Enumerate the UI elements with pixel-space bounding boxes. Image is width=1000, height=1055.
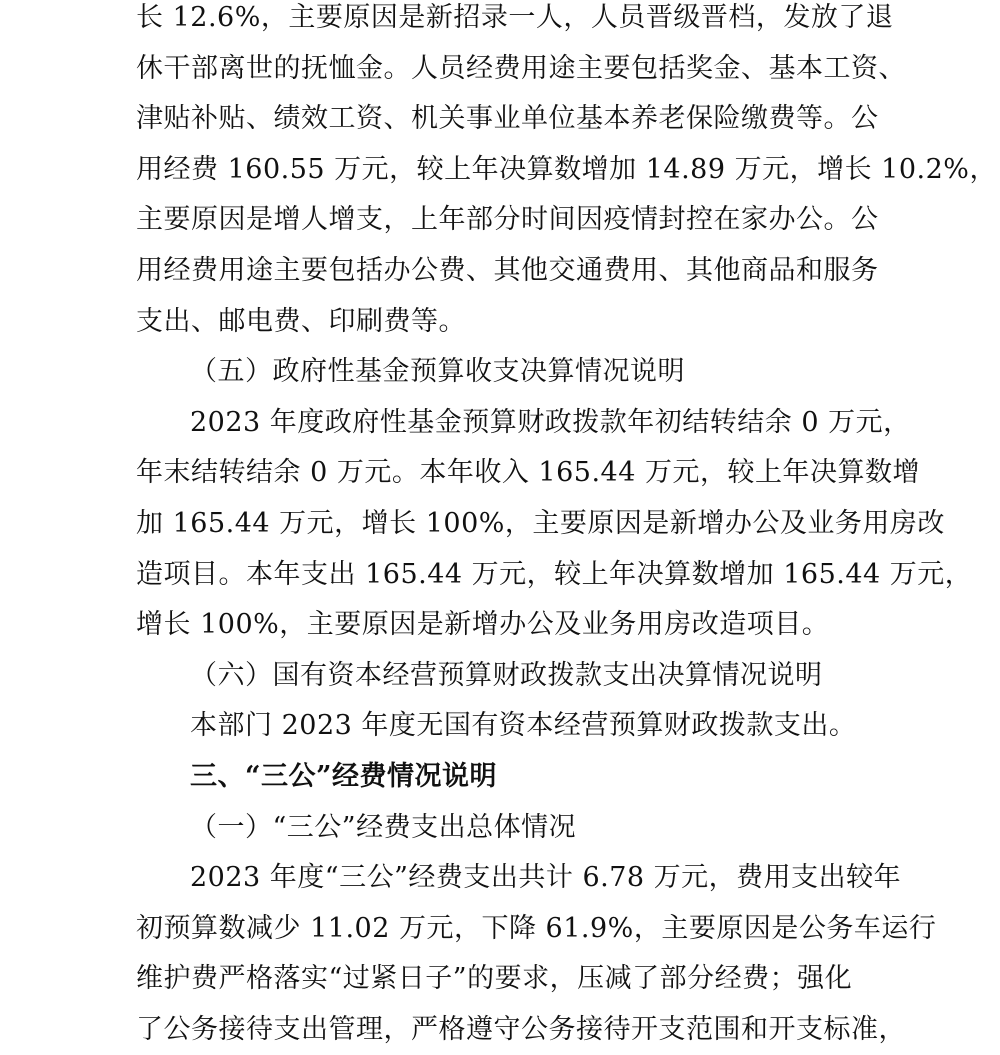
section-heading-government-fund: （五）政府性基金预算收支决算情况说明: [190, 356, 685, 388]
paragraph-line: 初预算数减少 11.02 万元，下降 61.9%，主要原因是公务车运行: [136, 912, 937, 944]
paragraph-line: 加 165.44 万元，增长 100%，主要原因是新增办公及业务用房改: [136, 507, 945, 539]
paragraph-line: 用经费 160.55 万元，较上年决算数增加 14.89 万元，增长 10.2%，: [136, 153, 997, 185]
paragraph-line: 用经费用途主要包括办公费、其他交通费用、其他商品和服务: [136, 254, 879, 286]
paragraph-line: 长 12.6%，主要原因是新招录一人，人员晋级晋档，发放了退: [136, 2, 894, 33]
paragraph-line: 2023 年度“三公”经费支出共计 6.78 万元，费用支出较年: [190, 862, 902, 894]
paragraph-line: 2023 年度政府性基金预算财政拨款年初结转结余 0 万元，: [190, 406, 911, 438]
paragraph-line: 支出、邮电费、印刷费等。: [136, 305, 466, 337]
paragraph-line: 年末结转结余 0 万元。本年收入 165.44 万元，较上年决算数增: [136, 457, 920, 489]
paragraph-line: 本部门 2023 年度无国有资本经营预算财政拨款支出。: [190, 710, 857, 742]
paragraph-line: 维护费严格落实“过紧日子”的要求，压减了部分经费；强化: [136, 963, 853, 995]
section-heading-three-public-overview: （一）“三公”经费支出总体情况: [190, 811, 577, 843]
section-heading-state-capital: （六）国有资本经营预算财政拨款支出决算情况说明: [190, 659, 823, 691]
document-body: [136, 0, 997, 1055]
paragraph-line: 了公务接待支出管理，严格遵守公务接待开支范围和开支标准，: [136, 1013, 906, 1045]
paragraph-line: 津贴补贴、绩效工资、机关事业单位基本养老保险缴费等。公: [136, 103, 879, 135]
paragraph-line: 主要原因是增人增支，上年部分时间因疫情封控在家办公。公: [136, 204, 879, 236]
paragraph-line: 造项目。本年支出 165.44 万元，较上年决算数增加 165.44 万元，: [136, 558, 973, 590]
paragraph-line: 休干部离世的抚恤金。人员经费用途主要包括奖金、基本工资、: [136, 52, 906, 84]
section-heading-three-public: 三、“三公”经费情况说明: [190, 760, 498, 792]
paragraph-line: 增长 100%，主要原因是新增办公及业务用房改造项目。: [136, 609, 830, 641]
